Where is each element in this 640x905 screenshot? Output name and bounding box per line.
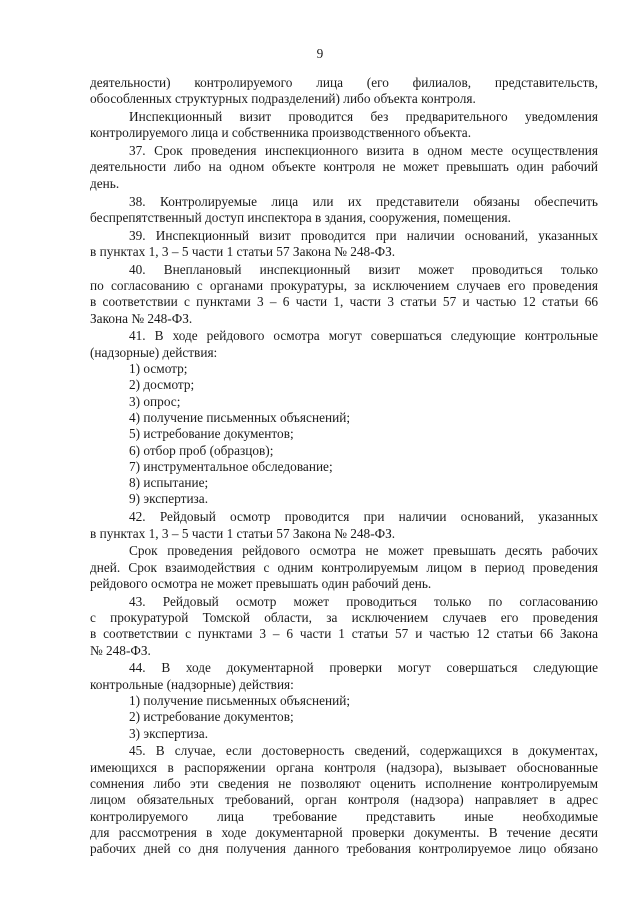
text-line: для рассмотрения в ходе документарной проверки документы. В течение десяти: [90, 824, 598, 840]
list-item: 1) осмотр;: [129, 361, 188, 377]
paragraph-43: [90, 594, 598, 659]
text-line: имеющихся в распоряжении органа контроля (надзора), вызывает обоснованные: [90, 759, 598, 775]
text-line: 37. Срок проведения инспекционного визита в одном месте осуществления: [129, 143, 598, 159]
list-item: 5) истребование документов;: [129, 426, 294, 442]
list-item: 4) получение письменных объяснений;: [129, 409, 351, 425]
list-item: 2) истребование документов;: [129, 709, 294, 725]
text-line: обособленных структурных подразделений) либо объекта контроля.: [90, 91, 476, 107]
text-line: деятельности) контролируемого лица (его филиалов, представительств,: [90, 75, 598, 90]
text-line: деятельности либо на одном объекте контроля не может превышать один рабочий: [90, 159, 598, 175]
text-line: Срок проведения рейдового осмотра не может превышать десять рабочих: [129, 543, 598, 559]
text-line: день.: [90, 175, 120, 191]
paragraph-42-term: [90, 543, 598, 592]
text-line: Закона № 248-ФЗ.: [90, 310, 193, 326]
list-item: 3) экспертиза.: [129, 725, 209, 741]
text-line: рейдового осмотра не может превышать один рабочий день.: [90, 575, 432, 591]
paragraph-40: [90, 262, 598, 327]
text-line: в пунктах 1, 3 – 5 части 1 статьи 57 Закона № 248-ФЗ.: [90, 243, 396, 259]
text-line: (надзорные) действия:: [90, 344, 218, 360]
text-line: в пунктах 1, 3 – 5 части 1 статьи 57 Закона № 248-ФЗ.: [90, 525, 396, 541]
paragraph-37: [90, 143, 598, 192]
paragraph-38: [90, 194, 598, 227]
list-item: 8) испытание;: [129, 475, 209, 491]
list-item: 2) досмотр;: [129, 377, 195, 393]
text-line: контролируемого лица требование представить иные необходимые: [90, 808, 598, 824]
text-line: рабочих дней со дня получения данного требования контролируемое лицо обязано: [90, 841, 598, 857]
paragraph-45: [90, 743, 598, 857]
text-line: 42. Рейдовый осмотр проводится при наличии оснований, указанных: [129, 509, 598, 525]
paragraph-42: [90, 509, 598, 542]
text-line: № 248-ФЗ.: [90, 642, 151, 658]
list-item: 6) отбор проб (образцов);: [129, 442, 274, 458]
text-line: с прокуратурой Томской области, за исключением случаев его проведения: [90, 610, 598, 625]
text-line: 40. Внеплановый инспекционный визит может проводиться только: [129, 261, 598, 277]
text-line: 44. В ходе документарной проверки могут совершаться следующие: [129, 660, 598, 676]
text-line: лицом обязательных требований, орган контроля (надзора) направляет в адрес: [90, 792, 598, 808]
text-line: дней. Срок взаимодействия с одним контролируемым лицом в период проведения: [90, 559, 598, 575]
text-line: контролируемого лица и собственника производственного объекта.: [90, 125, 472, 141]
list-item: 7) инструментальное обследование;: [129, 458, 333, 474]
paragraph-41: [90, 328, 598, 507]
text-line: Инспекционный визит проводится без предварительного уведомления: [129, 109, 598, 125]
text-line: 43. Рейдовый осмотр может проводиться только по согласованию: [129, 593, 598, 609]
text-line: по согласованию с органами прокуратуры, за исключением случаев его проведения: [90, 278, 598, 294]
paragraph-inspection-visit: [90, 109, 598, 142]
text-line: 45. В случае, если достоверность сведений, содержащихся в документах,: [129, 743, 598, 759]
text-line: 38. Контролируемые лица или их представители обязаны обеспечить: [129, 193, 598, 209]
text-line: беспрепятственный доступ инспектора в здания, сооружения, помещения.: [90, 209, 511, 225]
text-line: сомнения либо эти сведения не позволяют оценить исполнение контролируемым: [90, 775, 598, 791]
paragraph-44: [90, 660, 598, 741]
text-line: 41. В ходе рейдового осмотра могут совершаться следующие контрольные: [129, 328, 598, 344]
list-item: 3) опрос;: [129, 393, 181, 409]
list-item: 1) получение письменных объяснений;: [129, 692, 351, 708]
paragraph-39: [90, 228, 598, 261]
list-item: 9) экспертиза.: [129, 491, 209, 507]
text-line: в соответствии с пунктами 3 – 6 части 1 статьи 57 и частью 12 статьи 66 Закона: [90, 626, 598, 642]
paragraph-continuation: [90, 75, 598, 108]
text-line: 39. Инспекционный визит проводится при наличии оснований, указанных: [129, 227, 598, 243]
text-line: в соответствии с пунктами 3 – 6 части 1, части 3 статьи 57 и частью 12 статьи 66: [90, 294, 598, 310]
document-body: [90, 75, 598, 859]
text-line: контрольные (надзорные) действия:: [90, 676, 294, 692]
page-number: 9: [316, 46, 324, 61]
